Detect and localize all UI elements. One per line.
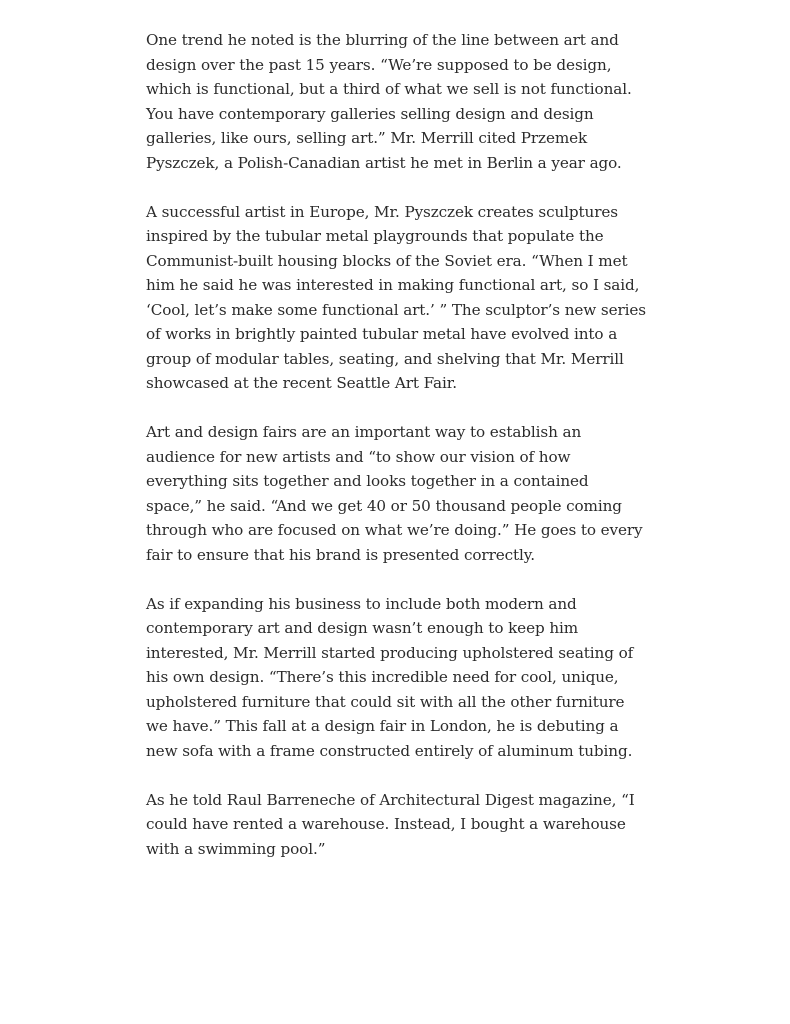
paragraph-upholstered-seating: As if expanding his business to include both modern and contemporary art and design wasn’t enough to keep him interested, Mr. Merrill started producing upholstered seating of his own design. “There’s this incredible need for cool, unique, upholstered furniture that could sit with all the other furniture we have.” This fall at a design fair in London, he is debuting a new sofa with a frame constructed entirely of aluminum tubing. <box>146 594 634 760</box>
paragraph-warehouse-quote: As he told Raul Barreneche of Architectural Digest magazine, “I could have rented a warehouse. Instead, I bought a warehouse with a swimming pool.” <box>146 790 635 858</box>
paragraph-pyszczek-sculptures: A successful artist in Europe, Mr. Pyszczek creates sculptures inspired by the tubular metal playgrounds that populate the Communist-built housing blocks of the Soviet era. “When I met him he said he was interested in making functional art, so I said, ‘Cool, let’s make some functional art.’ ” The sculptor’s new series of works in brightly painted tubular metal have evolved into a group of modular tables, seating, and shelving that Mr. Merrill showcased at the recent Seattle Art Fair. <box>146 202 647 392</box>
paragraph-art-design-fairs: Art and design fairs are an important way to establish an audience for new artists and “to show our vision of how everything sits together and looks together in a contained space,” he said. “And we get 40 or 50 thousand people coming through who are focused on what we’re doing.” He goes to every fair to ensure that his brand is presented correctly. <box>146 423 643 564</box>
article-body <box>146 28 646 861</box>
paragraph-art-design-trend: One trend he noted is the blurring of the line between art and design over the past 15 years. “We’re supposed to be design, which is functional, but a third of what we sell is not functional. You have contemporary galleries selling design and design galleries, like ours, selling art.” Mr. Merrill cited Przemek Pyszczek, a Polish-Canadian artist he met in Berlin a year ago. <box>146 31 632 172</box>
